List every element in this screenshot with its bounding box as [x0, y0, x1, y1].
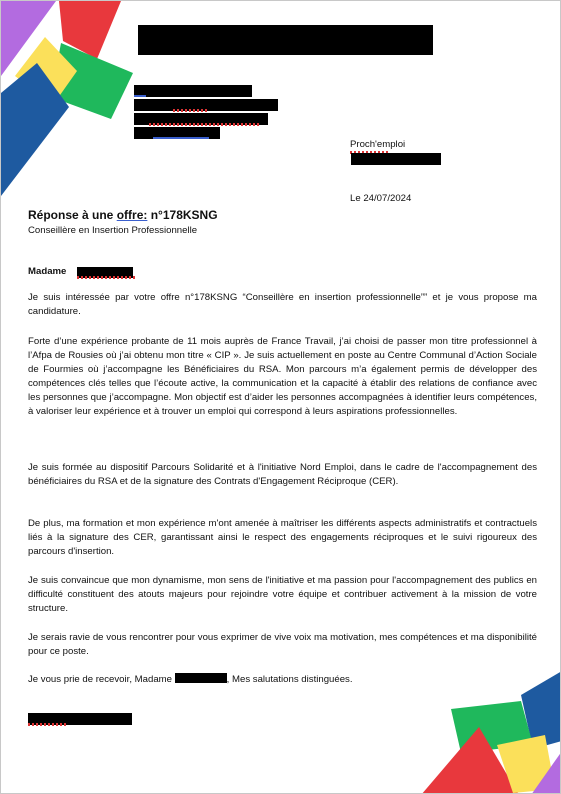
spellcheck-squiggle [77, 276, 135, 279]
redacted-recipient-name [175, 673, 227, 683]
salutation: Madame [28, 266, 67, 277]
spellcheck-squiggle [173, 109, 207, 112]
body-paragraph: Je suis convaincue que mon dynamisme, mon sens de l'initiative et ma passion pour l'accompagnement des publics en difficulté constituent des atouts majeurs pour rejoindre votre équipe et contribuer activement à la mission de votre structure. [28, 575, 537, 614]
title-underlined: offre: [116, 208, 148, 222]
letter-title [28, 208, 218, 222]
recipient-company: Proch'emploi [350, 139, 406, 150]
title-offer-number: n°178KSNG [150, 208, 218, 222]
body-paragraph: De plus, ma formation et mon expérience m'ont amenée à maîtriser les différents aspects administratifs et contractuels liés à la signature des CER, garantissant ainsi le respect des engagements réciproques et le suivi rigoureux des parcours d'insertion. [28, 518, 537, 557]
hyperlink-underline [134, 95, 146, 97]
top-left-decoration [1, 1, 141, 201]
closing-line [28, 673, 353, 685]
letter-subtitle: Conseillère en Insertion Professionnelle [28, 225, 198, 236]
letter-date: Le 24/07/2024 [350, 193, 412, 204]
closing-suffix: , Mes salutations distinguées. [226, 674, 353, 685]
title-prefix: Réponse à une [28, 208, 114, 222]
closing-prefix: Je vous prie de recevoir, Madame [28, 674, 172, 685]
redacted-sender-name [138, 25, 433, 55]
redacted-sender-address-line [134, 85, 252, 97]
body-paragraph: Je serais ravie de vous rencontrer pour vous exprimer de vive voix ma motivation, mes compétences et ma disponibilité pour ce poste. [28, 632, 537, 657]
hyperlink-underline [153, 137, 209, 139]
body-paragraph: Je suis formée au dispositif Parcours Solidarité et à l'initiative Nord Emploi, dans le cadre de l'accompagnement des bénéficiaires du RSA et de la signature des Contrats d'Engagement Réciproque (CER). [28, 462, 537, 487]
bottom-right-decoration [421, 671, 561, 794]
spellcheck-squiggle [28, 723, 68, 726]
spellcheck-squiggle [149, 123, 261, 126]
redacted-recipient-address [351, 153, 441, 165]
body-paragraph: Forte d’une expérience probante de 11 mois auprès de France Travail, j’ai choisi de passer mon titre professionnel à l’Afpa de Rousies où j’ai obtenu mon titre « CIP ». Je suis actuellement en poste au Centre Communal d’Action Sociale de Fourmies où j’accompagne les Bénéficiaires du RSA. Mon parcours m’a également permis de développer des compétences clés telles que l’écoute active, la communication et la capacité à établir des relations de confiance avec les personnes que j’accompagne. Mon objectif est d’aider les personnes accompagnées à identifier leurs compétences, à valoriser leur expérience et à trouver un emploi qui correspond à leurs aspirations professionnelles. [28, 336, 537, 417]
body-paragraph: Je suis intéressée par votre offre n°178KSNG “Conseillère en insertion professionnelle”” et je vous propose ma candidature. [28, 292, 537, 317]
